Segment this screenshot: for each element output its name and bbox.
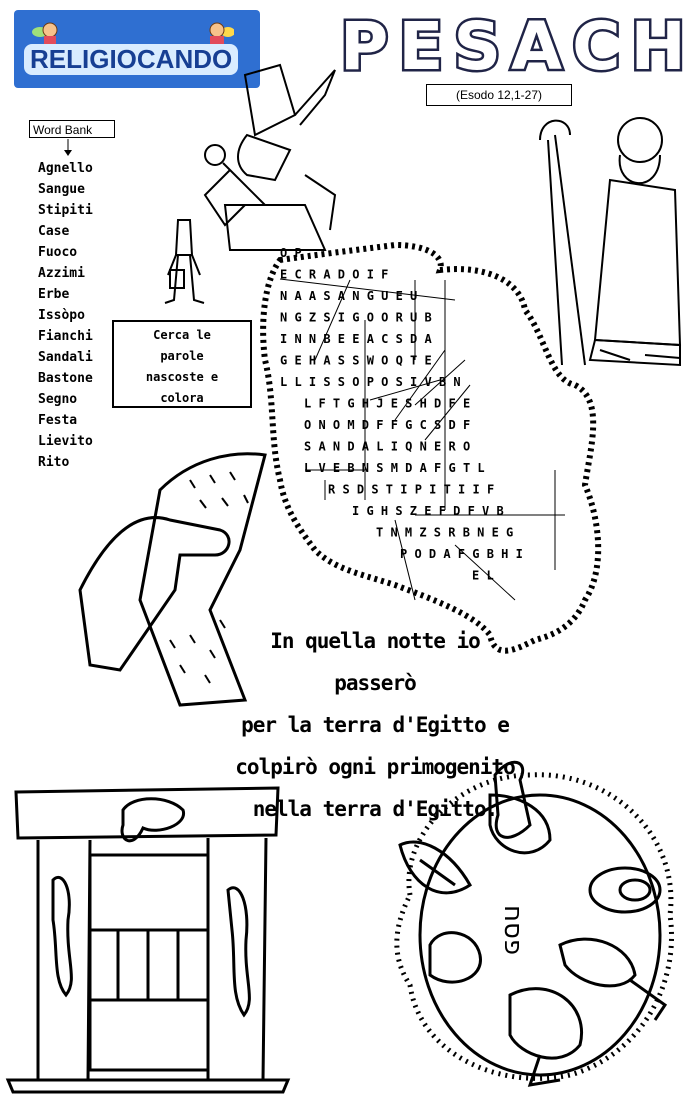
- verse-line: per la terra d'Egitto e: [241, 713, 509, 737]
- puzzle-row: N G Z S I G O O R U B: [280, 310, 432, 325]
- puzzle-row: R S D S T I P I T I I F: [328, 482, 495, 497]
- seder-plate-illustration: [380, 755, 690, 1095]
- puzzle-row: T N M Z S R B N E G: [376, 525, 514, 540]
- instructions-box: [112, 320, 252, 408]
- puzzle-row: I N N B E E A C S D A: [280, 332, 432, 346]
- pencil-mascot-illustration: [160, 215, 210, 310]
- instructions-line: Cerca le: [153, 328, 211, 342]
- puzzle-row: P O D A F G B H I: [400, 547, 523, 561]
- word-bank-item: Erbe: [38, 287, 70, 302]
- word-bank-item: Sandali: [38, 350, 93, 365]
- word-bank-item: Stipiti: [38, 203, 93, 218]
- page-title: PESACH: [340, 8, 696, 85]
- instructions-line: parole: [160, 349, 204, 363]
- word-bank-item: Case: [38, 224, 70, 239]
- word-bank-item: Issòpo: [38, 308, 85, 323]
- word-bank-item: Azzimi: [38, 266, 85, 281]
- word-bank-item: Segno: [38, 392, 78, 407]
- word-bank-list: [38, 158, 93, 473]
- scripture-reference: (Esodo 12,1-27): [426, 84, 572, 106]
- door-illustration: [8, 780, 288, 1095]
- puzzle-row: O P: [280, 246, 338, 260]
- plate-hebrew-text: פסח: [498, 905, 528, 956]
- puzzle-row: G E H A S S W O Q T E: [280, 353, 432, 368]
- puzzle-row: N A A S A N G U E U: [280, 289, 418, 303]
- verse-line: colpirò ogni primogenito: [235, 755, 515, 779]
- verse-line: In quella notte io passerò: [270, 629, 480, 695]
- puzzle-row: L V E B N S M D A F G T L: [304, 461, 485, 475]
- instructions-line: nascoste e: [145, 370, 219, 384]
- word-bank-item: Fuoco: [38, 245, 78, 260]
- word-bank-item: Festa: [38, 413, 78, 428]
- verse-line: nella terra d'Egitto.: [252, 797, 498, 821]
- puzzle-row: I G H S Z E F D F V B: [352, 504, 504, 518]
- puzzle-row: L F T G H J E S H D F E: [304, 396, 471, 411]
- word-bank-item: Fianchi: [38, 329, 93, 344]
- word-bank-item: Rito: [38, 455, 70, 470]
- word-bank-item: Sangue: [38, 182, 85, 197]
- word-bank-item: Bastone: [38, 371, 93, 386]
- puzzle-row: E C R A D O I F: [280, 267, 411, 282]
- puzzle-row: O N O M D F F G C S D F: [304, 418, 471, 432]
- word-bank-item: Lievito: [38, 434, 93, 449]
- logo-text: RELIGIOCANDO: [24, 44, 238, 75]
- word-search-puzzle: [255, 240, 605, 670]
- word-search-letters: [280, 246, 523, 583]
- instructions-line: colora: [160, 391, 204, 405]
- puzzle-row: S A N D A L I Q N E R O: [304, 439, 471, 454]
- arrow-down-icon: [60, 139, 76, 157]
- puzzle-row: L L I S S O P O S I V B N: [280, 375, 461, 389]
- word-bank-item: Agnello: [38, 161, 93, 176]
- puzzle-row: E L: [472, 568, 494, 583]
- word-bank-label: Word Bank: [29, 120, 115, 138]
